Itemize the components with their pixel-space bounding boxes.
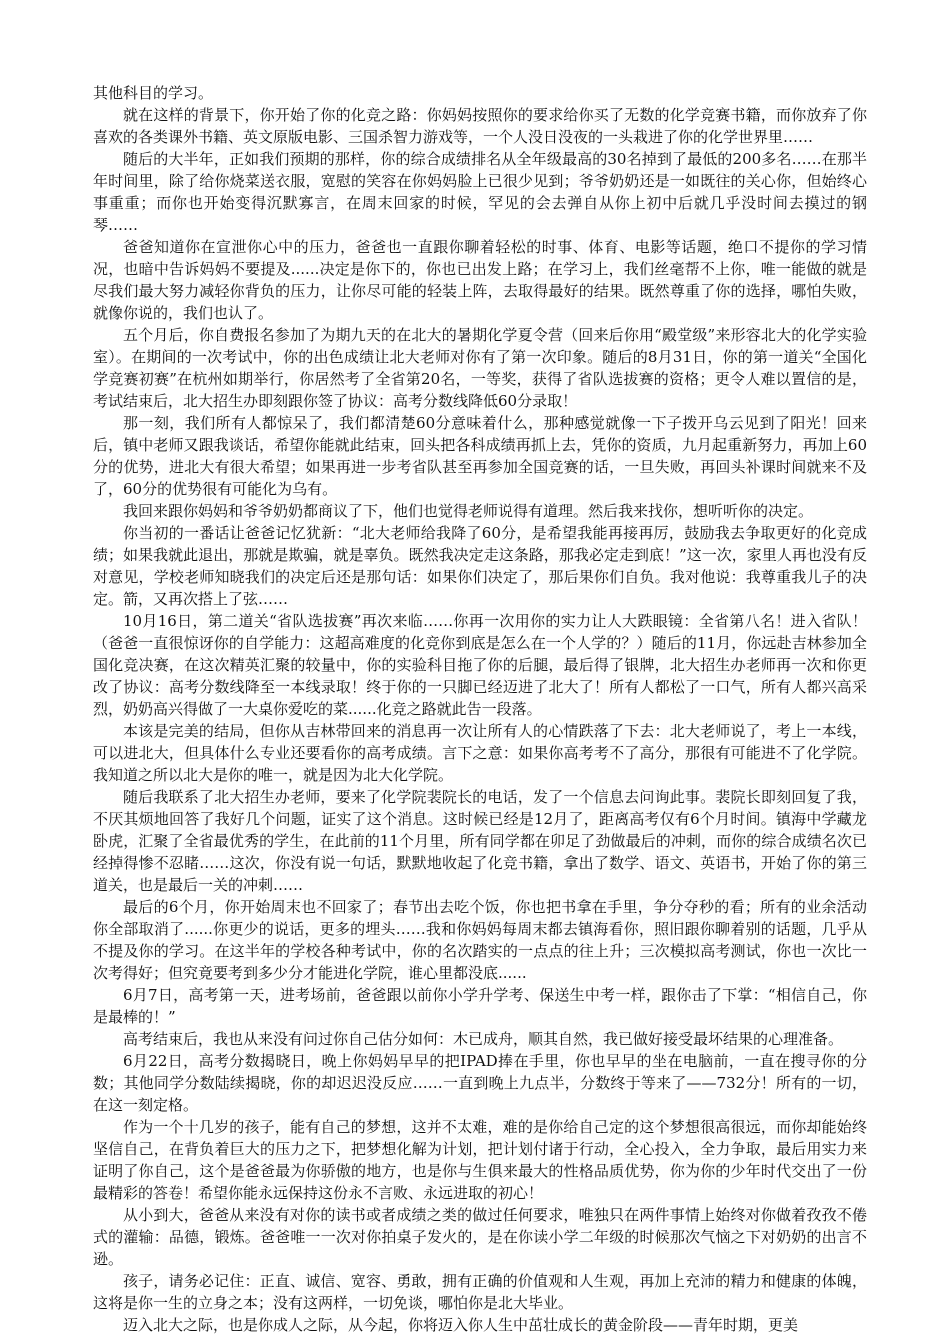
paragraph-9: 10月16日，第二道关“省队选拔赛”再次来临……你再一次用你的实力让人大跌眼镜：全省第八名！进入省队！（爸爸一直很惊讶你的自学能力：这超高难度的化竞你到底是怎么在一个人学的？）随后的11月，你远赴吉林参加全国化竞决赛，在这次精英汇聚的较量中，你的实验科目拖了你的后腿，最后得了银牌，北大招生办老师再一次和你更改了协议：高考分数线降至一本线录取！终于你的一只脚已经迈进了北大了！所有人都松了一口气，所有人都兴高采烈，奶奶高兴得做了一大桌你爱吃的菜......化竞之路就此告一段落。 [93, 612, 867, 718]
paragraph-2: 就在这样的背景下，你开始了你的化竞之路：你妈妈按照你的要求给你买了无数的化学竞赛书籍，而你放弃了你喜欢的各类课外书籍、英文原版电影、三国杀智力游戏等，一个人没日没夜的一头栽进了你的化学世界里…… [93, 106, 867, 146]
paragraph-13: 6月7日，高考第一天，进考场前，爸爸跟以前你小学升学考、保送生中考一样，跟你击了下掌：“相信自己，你是最棒的！” [93, 986, 867, 1026]
paragraph-10: 本该是完美的结局，但你从吉林带回来的消息再一次让所有人的心情跌落了下去：北大老师说了，考上一本线，可以进北大，但具体什么专业还要看你的高考成绩。言下之意：如果你高考考不了高分，那很有可能进不了化学院。我知道之所以北大是你的唯一，就是因为北大化学院。 [93, 722, 867, 784]
paragraph-15: 6月22日，高考分数揭晓日，晚上你妈妈早早的把IPAD捧在手里，你也早早的坐在电脑前，一直在搜寻你的分数；其他同学分数陆续揭晓，你的却迟迟没反应……一直到晚上九点半，分数终于等来了——732分！所有的一切，在这一刻定格。 [93, 1052, 867, 1114]
paragraph-16: 作为一个十几岁的孩子，能有自己的梦想，这并不太难，难的是你给自己定的这个梦想很高很远，而你却能始终坚信自己，在背负着巨大的压力之下，把梦想化解为计划，把计划付诸于行动，全心投入，全力争取，最后用实力来证明了你自己，这个是爸爸最为你骄傲的地方，也是你与生俱来最大的性格品质优势，你为你的少年时代交出了一份最精彩的答卷！希望你能永远保持这份永不言败、永远进取的初心！ [93, 1118, 867, 1202]
paragraph-8: 你当初的一番话让爸爸记忆犹新：“北大老师给我降了60分，是希望我能再接再厉，鼓励我去争取更好的化竞成绩；如果我就此退出，那就是欺骗，就是辜负。既然我决定走这条路，那我必定走到底！”这一次，家里人再也没有反对意见，学校老师知晓我们的决定后还是那句话：如果你们决定了，那后果你们自负。我对他说：我尊重我儿子的决定。箭，又再次搭上了弦…… [93, 524, 867, 608]
paragraph-12: 最后的6个月，你开始周末也不回家了；春节出去吃个饭，你也把书拿在手里，争分夺秒的看；所有的业余活动你全部取消了......你更少的说话，更多的埋头……我和你妈妈每周末都去镇海看你，照旧跟你聊着别的话题，几乎从不提及你的学习。在这半年的学校各种考试中，你的名次踏实的一点点的往上升；三次模拟高考测试，你也一次比一次考得好；但究竟要考到多少分才能进化学院，谁心里都没底...... [93, 898, 867, 982]
paragraph-17: 从小到大，爸爸从来没有对你的读书或者成绩之类的做过任何要求，唯独只在两件事情上始终对你做着孜孜不倦式的灌输：品德，锻炼。爸爸唯一一次对你拍桌子发火的，是在你读小学二年级的时候那次气恼之下对奶奶的出言不逊。 [93, 1206, 867, 1268]
paragraph-1: 其他科目的学习。 [93, 84, 214, 102]
paragraph-7: 我回来跟你妈妈和爷爷奶奶都商议了下，他们也觉得老师说得有道理。然后我来找你，想听听你的决定。 [123, 502, 814, 520]
paragraph-5: 五个月后，你自费报名参加了为期九天的在北大的暑期化学夏令营（回来后你用“殿堂级”来形容北大的化学实验室）。在期间的一次考试中，你的出色成绩让北大老师对你有了第一次印象。随后的8月31日，你的第一道关“全国化学竞赛初赛”在杭州如期举行，你居然考了全省第20名，一等奖，获得了省队选拔赛的资格；更令人难以置信的是，考试结束后，北大招生办即刻跟你签了协议：高考分数线降低60分录取！ [93, 326, 867, 410]
paragraph-14: 高考结束后，我也从来没有问过你自己估分如何：木已成舟，顺其自然，我已做好接受最坏结果的心理准备。 [123, 1030, 844, 1048]
paragraph-18: 孩子，请务必记住：正直、诚信、宽容、勇敢，拥有正确的价值观和人生观，再加上充沛的精力和健康的体魄，这将是你一生的立身之本；没有这两样，一切免谈，哪怕你是北大毕业。 [93, 1272, 867, 1312]
paragraph-11: 随后我联系了北大招生办老师，要来了化学院裴院长的电话，发了一个信息去问询此事。裴院长即刻回复了我，不厌其烦地回答了我好几个问题，证实了这个消息。这时候已经是12月了，距离高考仅有6个月时间。镇海中学藏龙卧虎，汇聚了全省最优秀的学生，在此前的11个月里，所有同学都在卯足了劲做最后的冲刺，而你的综合成绩名次已经掉得惨不忍睹……这次，你没有说一句话，默默地收起了化竞书籍，拿出了数学、语文、英语书，开始了你的第三道关，也是最后一关的冲刺…… [93, 788, 867, 894]
paragraph-6: 那一刻，我们所有人都惊呆了，我们都清楚60分意味着什么，那种感觉就像一下子拨开乌云见到了阳光！回来后，镇中老师又跟我谈话，希望你能就此结束，回头把各科成绩再抓上去，凭你的资质，九月起重新努力，再加上60分的优势，进北大有很大希望；如果再进一步考省队甚至再参加全国竞赛的话，一旦失败，再回头补课时间就来不及了，60分的优势很有可能化为乌有。 [93, 414, 867, 498]
paragraph-3: 随后的大半年，正如我们预期的那样，你的综合成绩排名从全年级最高的30名掉到了最低的200多名……在那半年时间里，除了给你烧菜送衣服，宽慰的笑容在你妈妈脸上已很少见到；爷爷奶奶还是一如既往的关心你，但始终心事重重；而你也开始变得沉默寡言，在周末回家的时候，罕见的会去弹自从你上初中后就几乎没时间去摸过的钢琴…… [93, 150, 867, 234]
paragraph-19: 迈入北大之际，也是你成人之际，从今起，你将迈入你人生中茁壮成长的黄金阶段——青年时期，更美 [123, 1316, 799, 1334]
paragraph-4: 爸爸知道你在宣泄你心中的压力，爸爸也一直跟你聊着轻松的时事、体育、电影等话题，绝口不提你的学习情况，也暗中告诉妈妈不要提及......决定是你下的，你也已出发上路；在学习上，我们丝毫帮不上你，唯一能做的就是尽我们最大努力减轻你背负的压力，让你尽可能的轻装上阵，去取得最好的结果。既然尊重了你的选择，哪怕失败，就像你说的，我们也认了。 [93, 238, 867, 322]
document-body [93, 82, 867, 1336]
